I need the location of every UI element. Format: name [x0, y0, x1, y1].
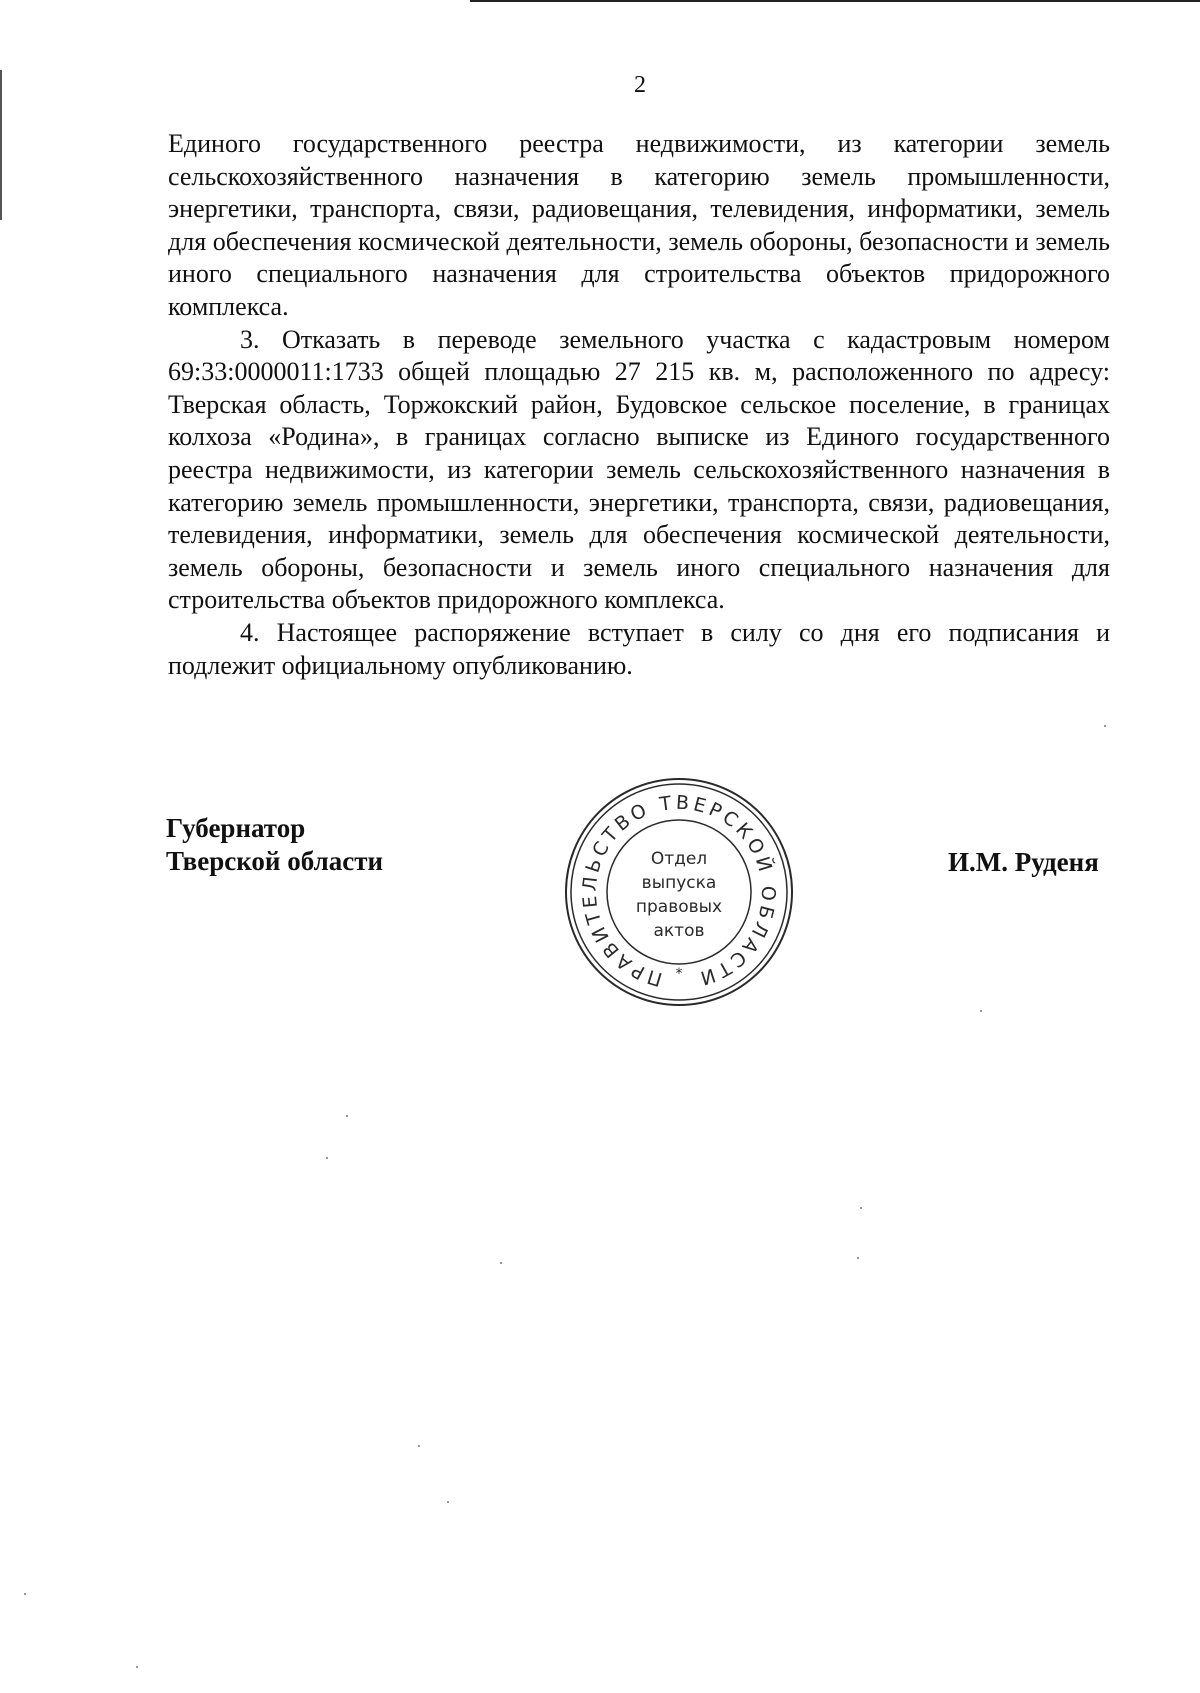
scan-speck: [24, 1593, 26, 1595]
scan-speck: [346, 1115, 348, 1117]
seal-ring-text-path: ПРАВИТЕЛЬСТВО ТВЕРСКОЙ ОБЛАСТИ: [578, 791, 780, 991]
signatory-title-line-2: Тверской области: [166, 846, 384, 876]
paragraph-continuation: Единого государственного реестра недвижимости, из категории земель сельскохозяйственного назначения в категорию земель промышленности, энергетики, транспорта, связи, радиовещания, телевидения, информатики, земель для обеспечения космической деятельности, земель обороны, безопасности и земель иного специального назначения для строительства объектов придорожного комплекса.: [168, 129, 1110, 321]
scan-speck: [980, 1010, 982, 1012]
seal-center-line-4: актов: [653, 921, 705, 941]
seal-center-line-3: правовых: [635, 897, 723, 917]
page-number: 2: [634, 72, 646, 98]
scan-speck: [326, 1157, 328, 1159]
signatory-title-line-1: Губернатор: [166, 813, 306, 843]
scan-speck: [500, 1262, 502, 1264]
scan-speck: [857, 1257, 859, 1259]
scan-speck: [860, 1207, 862, 1209]
signatory-title: [166, 812, 383, 878]
seal-star-icon: *: [675, 966, 683, 982]
paragraph-item-4: 4. Настоящее распоряжение вступает в силу со дня его подписания и подлежит официальному опубликованию.: [168, 617, 1110, 680]
body-text: [168, 128, 1110, 682]
scan-speck: [447, 1501, 449, 1503]
official-seal: [564, 774, 794, 1010]
seal-center-line-1: Отдел: [650, 849, 708, 869]
scan-speck: [1104, 725, 1106, 727]
paragraph-item-3: 3. Отказать в переводе земельного участка с кадастровым номером 69:33:0000011:1733 общей площадью 27 215 кв. м, расположенного по адресу: Тверская область, Торжокский район, Будовское сельское поселение, в границах колхоза «Родина», в границах согласно выписке из Единого государственного реестра недвижимости, из категории земель сельскохозяйственного назначения в категорию земель промышленности, энергетики, транспорта, связи, радиовещания, телевидения, информатики, земель для обеспечения космической деятельности, земель обороны, безопасности и земель иного специального назначения для строительства объектов придорожного комплекса.: [168, 324, 1110, 615]
seal-center-line-2: выпуска: [641, 873, 717, 893]
signatory-name: И.М. Руденя: [948, 847, 1099, 877]
scan-edge-top: [470, 0, 1200, 2]
scan-speck: [418, 1445, 420, 1447]
scan-speck: [136, 1666, 138, 1668]
